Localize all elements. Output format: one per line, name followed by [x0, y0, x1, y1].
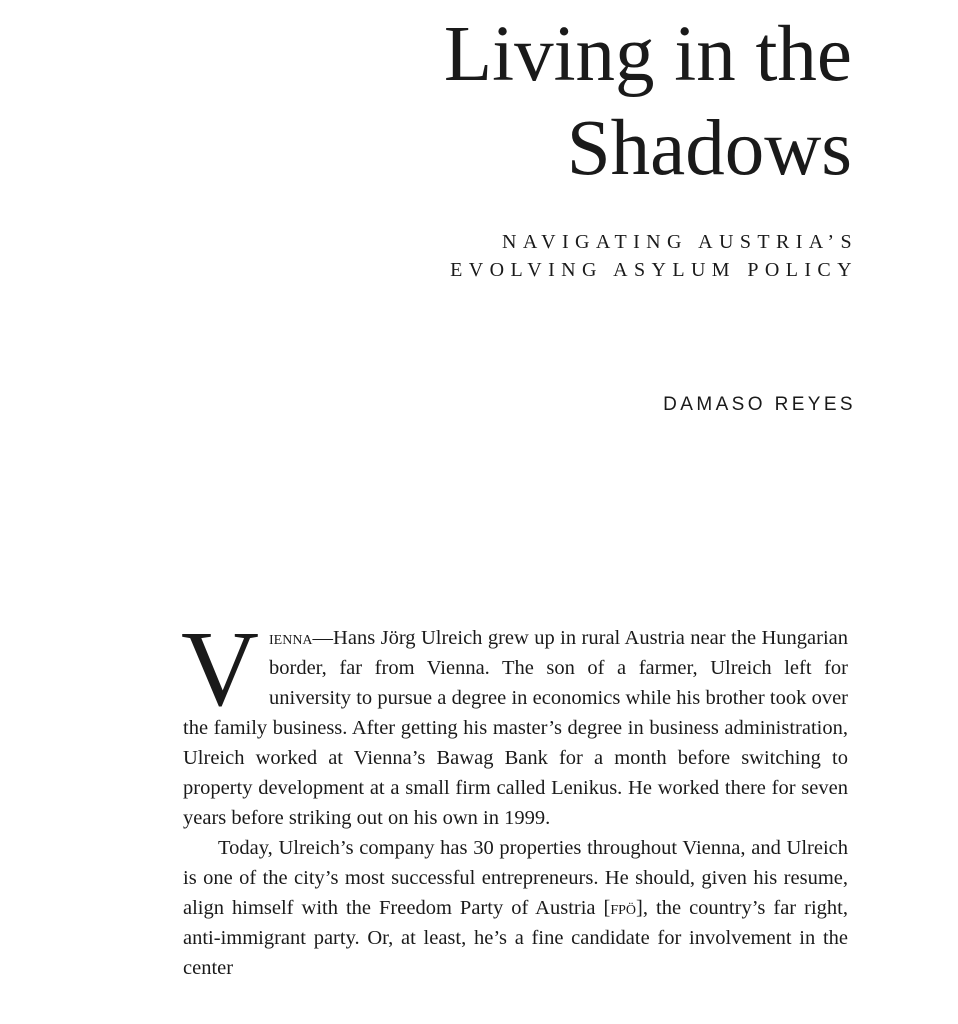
- article-title: [444, 8, 852, 196]
- party-abbreviation: fpö: [610, 897, 637, 919]
- article-subtitle: [450, 228, 858, 284]
- article-subtitle-line-1: NAVIGATING AUSTRIA’S: [502, 231, 858, 253]
- paragraph-2: [183, 833, 848, 983]
- article-body: [181, 610, 848, 983]
- paragraph-2-text-b: ], the country’s far right, anti-immigrant party. Or, at least, he’s a fine candidate for involvement in the center: [183, 897, 848, 979]
- paragraph-1: [181, 610, 848, 833]
- article-title-line-2: Shadows: [566, 105, 852, 192]
- paragraph-1-text: —Hans Jörg Ulreich grew up in rural Austria near the Hungarian border, far from Vienna. The son of a farmer, Ulreich left for university to pursue a degree in economics while his brother took over the family business. After getting his master’s degree in business administration, Ulreich worked at Vienna’s Bawag Bank for a month before switching to property development at a small firm called Lenikus. He worked there for seven years before striking out on his own in 1999.: [183, 627, 848, 829]
- drop-cap: V: [181, 610, 259, 729]
- article-subtitle-line-2: EVOLVING ASYLUM POLICY: [450, 259, 858, 281]
- article-title-line-1: Living in the: [443, 11, 852, 98]
- dateline: ienna: [269, 627, 313, 649]
- paragraph-2-text-a: Today, Ulreich’s company has 30 properties throughout Vienna, and Ulreich is one of the city’s most successful entrepreneurs. He should, given his resume, align himself with the Freedom Party of Austria [: [183, 837, 848, 919]
- author-byline: DAMASO REYES: [663, 394, 856, 415]
